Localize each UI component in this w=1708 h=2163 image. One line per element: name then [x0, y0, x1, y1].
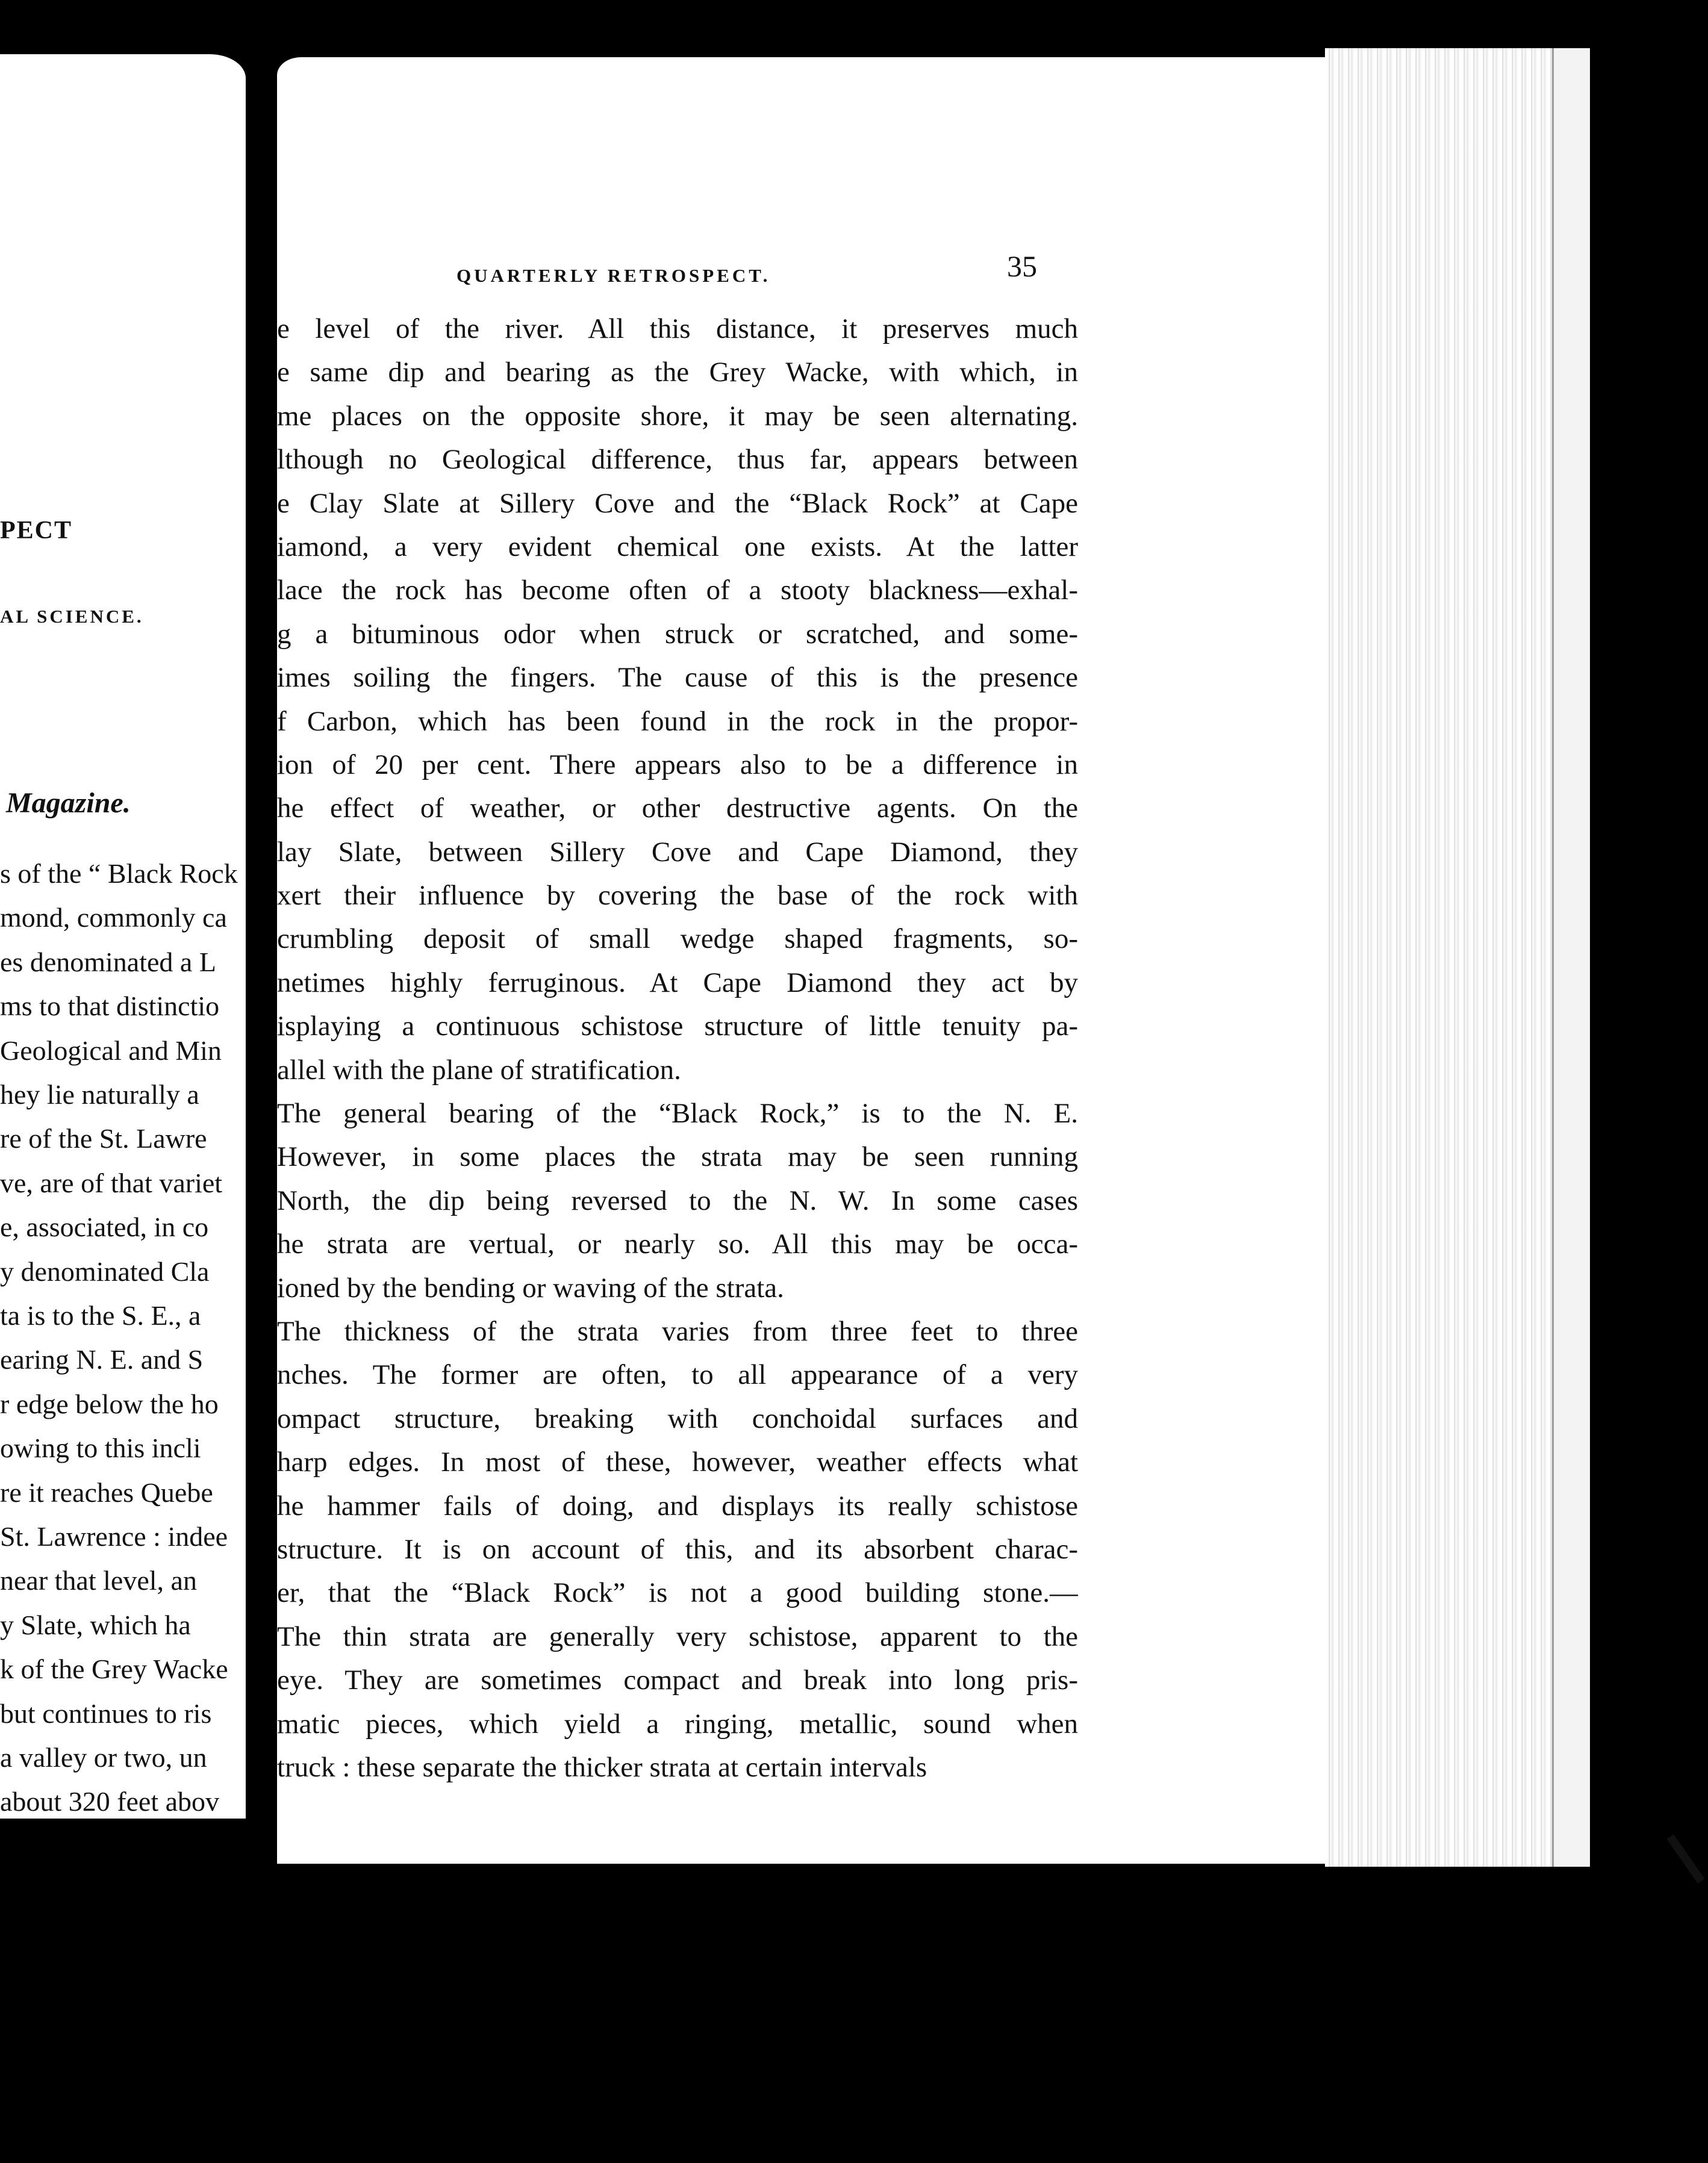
- text-line: e Clay Slate at Sillery Cove and the “Black Rock” at Cape: [277, 487, 1078, 519]
- right-page: [277, 57, 1331, 1864]
- left-text-line: es denominated a L: [0, 946, 216, 977]
- text-line: isplaying a continuous schistose structure of little tenuity pa-: [277, 1010, 1078, 1042]
- left-text-line: earing N. E. and S: [0, 1344, 204, 1375]
- left-text-line: k of the Grey Wacke: [0, 1654, 228, 1685]
- text-line: imes soiling the fingers. The cause of this is the presence: [277, 662, 1078, 694]
- left-text-line: re it reaches Quebe: [0, 1477, 213, 1508]
- left-text-line: Geological and Min: [0, 1035, 222, 1066]
- left-text-line: ta is to the S. E., a: [0, 1300, 201, 1331]
- text-line: netimes highly ferruginous. At Cape Diamond they act by: [277, 966, 1078, 998]
- left-text-line: s of the “ Black Rock: [0, 858, 238, 889]
- text-line: ioned by the bending or waving of the strata.: [277, 1272, 784, 1304]
- text-line: However, in some places the strata may be seen running: [277, 1141, 1078, 1173]
- text-line: xert their influence by covering the base of the rock with: [277, 880, 1078, 912]
- text-line: ompact structure, breaking with conchoidal surfaces and: [277, 1402, 1078, 1434]
- text-line: The thin strata are generally very schistose, apparent to the: [277, 1620, 1078, 1652]
- corner-mark: [1666, 1834, 1704, 1884]
- text-line: structure. It is on account of this, and its absorbent charac-: [277, 1533, 1078, 1565]
- page-number: 35: [1007, 249, 1037, 283]
- text-line: North, the dip being reversed to the N. W. In some cases: [277, 1184, 1078, 1216]
- text-line: iamond, a very evident chemical one exists. At the latter: [277, 531, 1078, 562]
- text-line: The general bearing of the “Black Rock,” is to the N. E.: [277, 1098, 1078, 1130]
- left-text-line: y denominated Cla: [0, 1256, 210, 1287]
- text-line: nches. The former are often, to all appearance of a very: [277, 1359, 1078, 1391]
- left-text-line: mond, commonly ca: [0, 902, 227, 933]
- left-text-line: ms to that distinctio: [0, 991, 220, 1022]
- text-line: e level of the river. All this distance, it preserves much: [277, 313, 1078, 344]
- left-text-line: St. Lawrence : indee: [0, 1521, 228, 1552]
- text-line: f Carbon, which has been found in the rock in the propor-: [277, 705, 1078, 737]
- text-line: er, that the “Black Rock” is not a good building stone.—: [277, 1577, 1078, 1609]
- text-line: truck : these separate the thicker strata at certain intervals: [277, 1751, 927, 1783]
- left-text-line: r edge below the ho: [0, 1388, 219, 1419]
- text-line: me places on the opposite shore, it may be seen alternating.: [277, 400, 1078, 432]
- left-heading-prospect: PECT: [0, 517, 73, 544]
- left-text-line: owing to this incli: [0, 1433, 201, 1464]
- left-text-line: a valley or two, un: [0, 1742, 207, 1773]
- left-heading-science: AL SCIENCE.: [0, 606, 144, 627]
- left-magazine-title: Magazine.: [6, 787, 131, 819]
- book-fore-edge: [1325, 48, 1590, 1867]
- left-text-line: ve, are of that variet: [0, 1167, 223, 1198]
- left-text-line: re of the St. Lawre: [0, 1123, 207, 1154]
- text-line: he strata are vertual, or nearly so. All this may be occa-: [277, 1228, 1078, 1260]
- text-line: eye. They are sometimes compact and break into long pris-: [277, 1664, 1078, 1696]
- left-text-line: near that level, an: [0, 1565, 197, 1596]
- text-line: matic pieces, which yield a ringing, metallic, sound when: [277, 1708, 1078, 1740]
- text-line: allel with the plane of stratification.: [277, 1054, 681, 1086]
- text-line: crumbling deposit of small wedge shaped fragments, so-: [277, 923, 1078, 955]
- text-line: e same dip and bearing as the Grey Wacke, with which, in: [277, 356, 1078, 388]
- text-line: he hammer fails of doing, and displays its really schistose: [277, 1490, 1078, 1522]
- left-page: [0, 54, 246, 1819]
- text-line: ion of 20 per cent. There appears also to be a difference in: [277, 748, 1078, 780]
- spine-gutter: [246, 0, 277, 2163]
- left-text-line: y Slate, which ha: [0, 1609, 191, 1640]
- text-line: lay Slate, between Sillery Cove and Cape Diamond, they: [277, 836, 1078, 868]
- text-line: harp edges. In most of these, however, weather effects what: [277, 1446, 1078, 1478]
- left-text-line: about 320 feet abov: [0, 1786, 220, 1817]
- left-text-line: hey lie naturally a: [0, 1079, 199, 1110]
- text-line: lace the rock has become often of a stooty blackness—exhal-: [277, 574, 1078, 606]
- body-text: [277, 307, 1078, 1789]
- text-line: he effect of weather, or other destructive agents. On the: [277, 792, 1078, 824]
- left-text-line: e, associated, in co: [0, 1212, 209, 1243]
- text-line: The thickness of the strata varies from three feet to three: [277, 1315, 1078, 1347]
- text-line: lthough no Geological difference, thus far, appears between: [277, 444, 1078, 476]
- left-text-line: but continues to ris: [0, 1698, 212, 1729]
- running-head: QUARTERLY RETROSPECT.: [457, 265, 771, 286]
- text-line: g a bituminous odor when struck or scratched, and some-: [277, 618, 1078, 650]
